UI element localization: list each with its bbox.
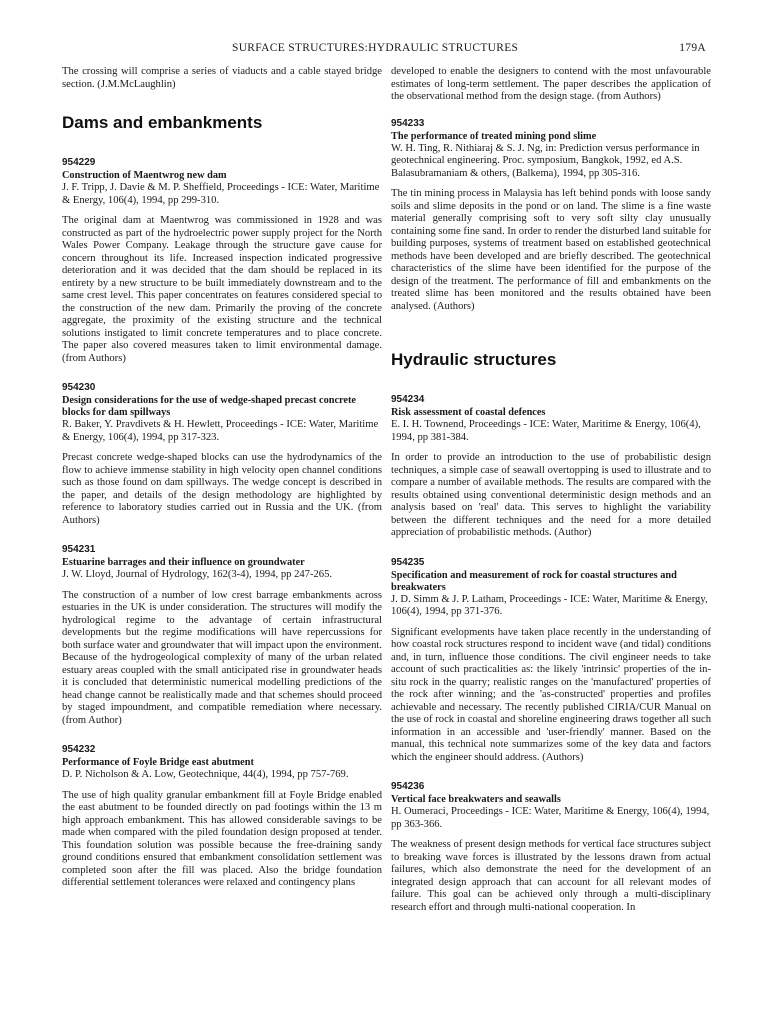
abstract-entry (391, 394, 711, 540)
entry-number: 954231 (62, 544, 96, 555)
right-column (391, 66, 711, 931)
entry-number: 954236 (391, 781, 425, 792)
entry-number: 954232 (62, 744, 96, 755)
abstract-entry (391, 118, 711, 314)
entry-abstract: The weakness of present design methods for vertical face structures subject to breaking wave forces is illustrated by the lessons drawn from actual failures, which also demonstrate the need for the development of an integrated design approach that can account for all relevant modes of failure. This goal can be achieved only through a multi-disciplinary research effort and through multi-national cooperation. In (391, 839, 711, 913)
entry-number: 954229 (62, 157, 96, 168)
entry-citation: W. H. Ting, R. Nithiaraj & S. J. Ng, in: Prediction versus performance in geotechnical engineering. Proc. symposium, Bangkok, 1992, ed A.S. Balasubramaniam & others, (Balkema), 1994, pp 305-316. (391, 142, 700, 179)
abstract-entry (62, 744, 382, 890)
entry-title: Construction of Maentwrog new dam (62, 170, 227, 181)
entry-abstract: In order to provide an introduction to the use of probabilistic design techniques, a simple case of seawall overtopping is used to illustrate and to compare a number of available methods. The results are compared with the results obtained using conventional deterministic design methods and an analysis based on 'real' data. This serves to highlight the variability between the different techniques and the need for a more detailed appreciation of probabilistic methods. (Author) (391, 452, 711, 538)
section-heading-dams: Dams and embankments (62, 113, 263, 132)
left-column (62, 66, 382, 907)
abstract-entry (62, 157, 382, 365)
entry-number: 954233 (391, 117, 425, 129)
running-title: SURFACE STRUCTURES:HYDRAULIC STRUCTURES (232, 42, 519, 54)
continued-text: developed to enable the designers to contend with the most unfavourable estimates of long-term settlement. The paper describes the application of the observational method from the design stage. (from Authors) (391, 66, 711, 102)
entry-number: 954234 (391, 394, 425, 405)
entry-abstract: Significant evelopments have taken place recently in the understanding of how coastal rock structures respond to incident wave (and tidal) conditions and, in turn, influence those conditions. The civil engineer needs to take account of such practicalities as: the likely 'intrinsic' properties of the in-situ rock in the quarry; realistic ranges on the 'manufactured' properties of the rock after winning; and the 'as-constructed' properties and profiles achievable and necessary. The recently published CIRIA/CUR Manual on the use of rock in coastal and shoreline engineering draws together all such information in an accessible and 'user-friendly' manner. Based on the manual, this technical note summarizes some of the key data and factors which the engineer should address. (Authors) (391, 626, 711, 763)
section-spacer (391, 330, 711, 350)
abstract-entry (391, 781, 711, 914)
entry-abstract: Precast concrete wedge-shaped blocks can use the hydrodynamics of the flow to achieve immense stability in high velocity open channel conditions such as those found on dam spillways. The wedge concept is described in the paper, and details of the design methodology are highlighted by reference to laboratory studies carried out in Russia and the UK. (from Authors) (62, 452, 382, 526)
entry-title: The performance of treated mining pond slime (391, 130, 597, 142)
continued-text: The crossing will comprise a series of viaducts and a cable stayed bridge section. (J.M.McLaughlin) (62, 66, 382, 90)
entry-title: Design considerations for the use of wedge-shaped precast concrete blocks for dam spillways (62, 395, 357, 418)
entry-citation: H. Oumeraci, Proceedings - ICE: Water, Maritime & Energy, 106(4), 1994, pp 363-366. (391, 806, 710, 830)
entry-citation: E. I. H. Townend, Proceedings - ICE: Water, Maritime & Energy, 106(4), 1994, pp 381-384. (391, 419, 701, 443)
abstract-entry (391, 557, 711, 765)
entry-citation: J. F. Tripp, J. Davie & M. P. Sheffield, Proceedings - ICE: Water, Maritime & Energy, 106(4), 1994, pp 299-310. (62, 182, 380, 206)
abstract-entry (62, 544, 382, 727)
entry-citation: R. Baker, Y. Pravdivets & H. Hewlett, Proceedings - ICE: Water, Maritime & Energy, 106(4), 1994, pp 317-323. (62, 419, 379, 443)
entry-abstract: The tin mining process in Malaysia has left behind ponds with loose sandy soils and slime deposits in the pond or on land. The slime is a fine waste material generally comprising soft to very soft silty clay unusually containing some fine sand. In order to render the disturbed land suitable for building purposes, systems of treatment based on established geotechnical methods have been developed and are briefly described. The geotechnical characteristics of the slime have been identified for the purpose of the design of the treatment. The performance of fill and embankments on the treated slime has been monitored and the results obtained have been analysed. (Authors) (391, 188, 711, 312)
entry-citation: D. P. Nicholson & A. Low, Geotechnique, 44(4), 1994, pp 757-769. (62, 769, 349, 780)
entry-title: Specification and measurement of rock for coastal structures and breakwaters (391, 569, 677, 593)
abstract-entry (62, 382, 382, 527)
entry-abstract: The original dam at Maentwrog was commissioned in 1928 and was constructed as part of the hydroelectric power supply project for the North Wales Power Company. Leakage through the structure gave cause for concern throughout its life. Increased inspection indicated progressive deterioration and it was decided that the dam should be replaced in its entirety by a new structure to be built immediately downstream and to the same crest level. This paper concentrates on features considered special to the construction of the new dam. Primarily the proving of the concrete aggregate, the proximity of the existing structure and the technical solutions instigated to limit concrete temperatures and to place concrete. The paper also covered measures taken to limit environmental damage. (from Authors) (62, 215, 382, 364)
entry-title: Vertical face breakwaters and seawalls (391, 794, 561, 805)
entry-citation: J. D. Simm & J. P. Latham, Proceedings - ICE: Water, Maritime & Energy, 106(4), 1994, pp 371-376. (391, 593, 708, 617)
entry-title: Risk assessment of coastal defences (391, 407, 546, 418)
entry-number: 954235 (391, 556, 425, 568)
entry-title: Estuarine barrages and their influence on groundwater (62, 557, 305, 568)
entry-abstract: The construction of a number of low crest barrage embankments across estuaries in the UK is under consideration. The structures will modify the hydrological regime to the advantage of certain infrastructural developments but the regime modifications will have repercussions for both surface water and groundwater that will impact upon the environment. Because of the hydrogeological complexity of many of the urban related estuary areas coupled with the small anticipated rise in groundwater heads it is concluded that deterministic numerical modelling predictions of the head change cannot be realistically made and that schemes should proceed by staged impoundment, and compatible remediation where necessary. (from Author) (62, 589, 382, 726)
section-heading-hydraulic: Hydraulic structures (391, 350, 557, 369)
entry-citation: J. W. Lloyd, Journal of Hydrology, 162(3-4), 1994, pp 247-265. (62, 569, 333, 580)
page-number: 179A (679, 42, 706, 54)
entry-number: 954230 (62, 382, 96, 393)
entry-title: Performance of Foyle Bridge east abutment (62, 757, 254, 768)
entry-abstract: The use of high quality granular embankment fill at Foyle Bridge enabled the east abutment to be founded directly on pad footings within the 13 m high approach embankment. This has allowed considerable savings to be made when compared with the piled foundation design proposed at tender. This foundation solution was possible because the free-draining sandy ground conditions ensured that embankment consolidation settlement was completed soon after the fill was placed. Also the bridge foundation differential settlement tolerances were relaxed and contingency plans (62, 789, 382, 888)
